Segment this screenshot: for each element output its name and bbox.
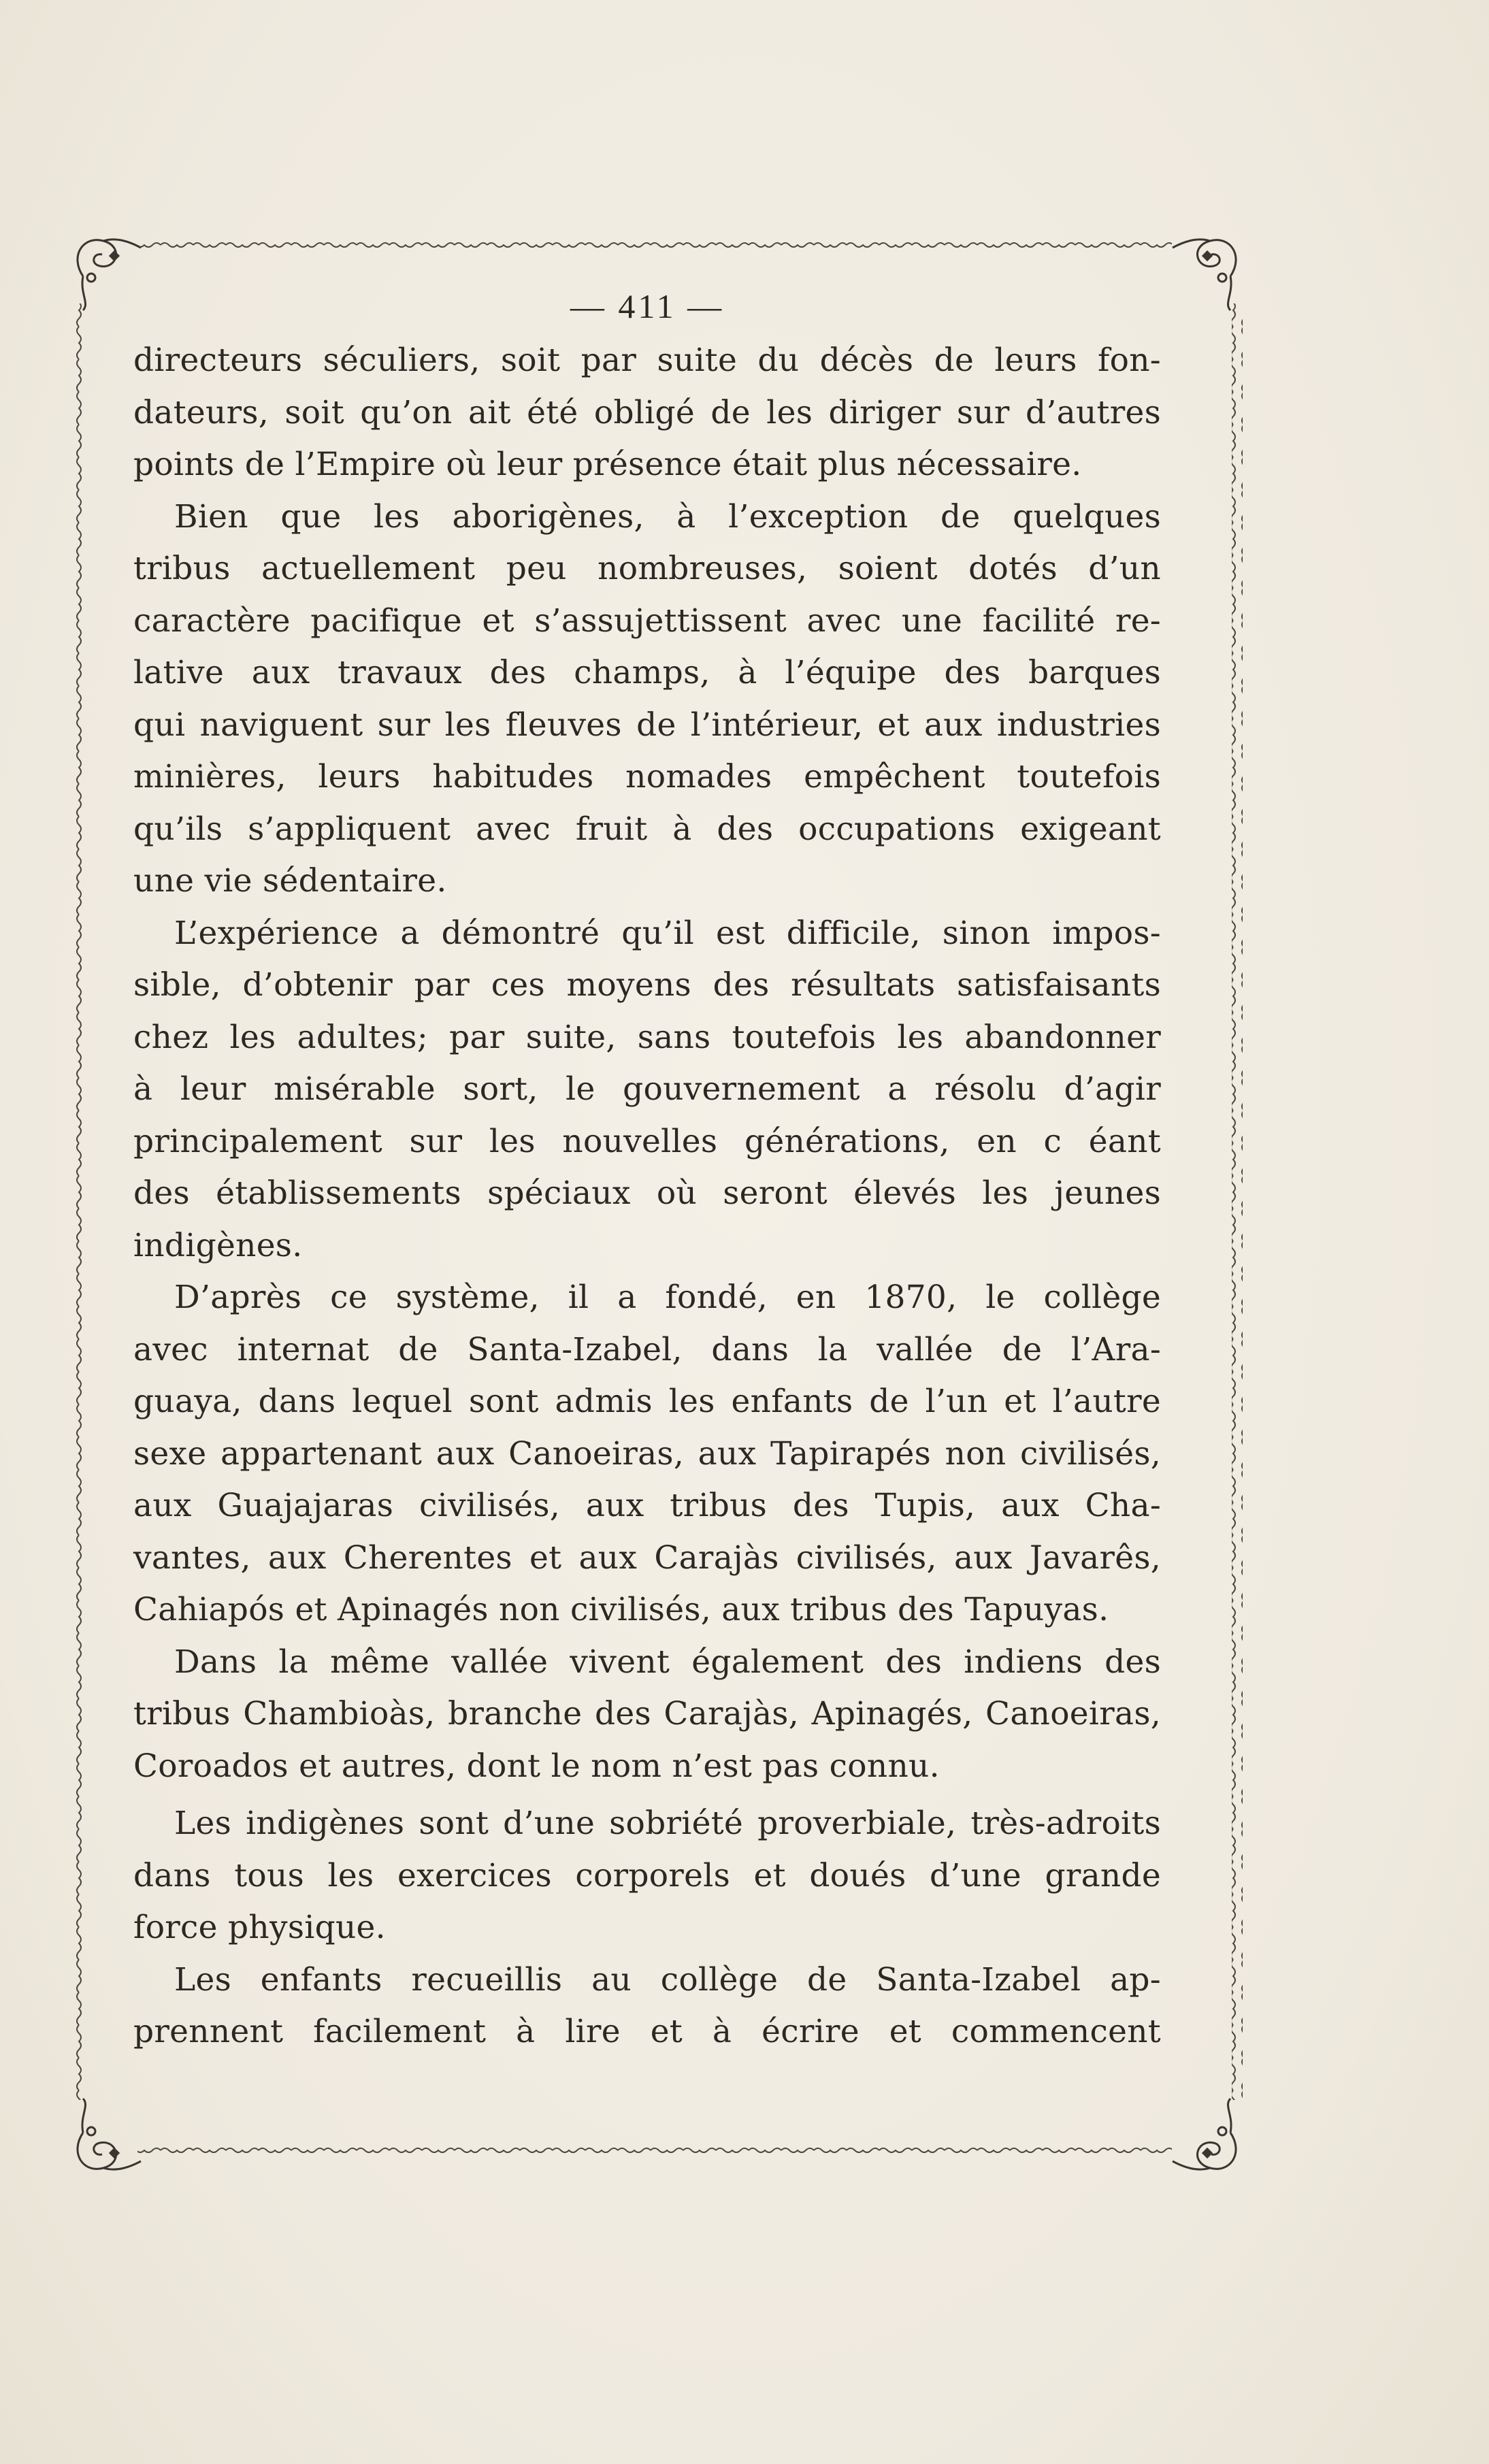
text-line: sexe appartenant aux Canoeiras, aux Tapirapés non civilisés, — [133, 1434, 1161, 1473]
paragraph — [133, 1798, 1161, 1954]
corner-ornament-bottom-right — [1173, 2099, 1236, 2169]
text-line: vantes, aux Cherentes et aux Carajàs civilisés, aux Javarês, — [133, 1539, 1161, 1577]
text-line: directeurs séculiers, soit par suite du décès de leurs fon- — [133, 342, 1161, 379]
text-line: caractère pacifique et s’assujettissent avec une facilité re- — [133, 602, 1161, 640]
text-line: Coroados et autres, dont le nom n’est pas connu. — [133, 1747, 940, 1785]
paragraph — [133, 1272, 1161, 1637]
text-line: guaya, dans lequel sont admis les enfants de l’un et l’autre — [133, 1383, 1161, 1420]
text-line: minières, leurs habitudes nomades empêchent toutefois — [133, 758, 1161, 795]
text-line: des établissements spéciaux où seront élevés les jeunes — [133, 1174, 1161, 1212]
body-text — [133, 335, 1161, 2058]
text-line: tribus Chambioàs, branche des Carajàs, Apinagés, Canoeiras, — [133, 1695, 1161, 1732]
text-line: Cahiapós et Apinagés non civilisés, aux tribus des Tapuyas. — [133, 1591, 1109, 1628]
text-line: avec internat de Santa-Izabel, dans la vallée de l’Ara- — [133, 1330, 1161, 1368]
page-text — [133, 286, 1161, 2058]
text-line: dateurs, soit qu’on ait été obligé de les diriger sur d’autres — [133, 393, 1161, 431]
text-line: dans tous les exercices corporels et doués d’une grande — [133, 1856, 1161, 1894]
text-line: Dans la même vallée vivent également des indiens des — [174, 1643, 1161, 1681]
text-line: principalement sur les nouvelles générations, en c éant — [133, 1122, 1161, 1160]
text-line: L’expérience a démontré qu’il est difficile, sinon impos- — [174, 914, 1161, 952]
paragraph-gap — [133, 1792, 1161, 1798]
border-top-line — [137, 242, 1172, 253]
text-line: aux Guajajaras civilisés, aux tribus des Tupis, aux Cha- — [133, 1487, 1161, 1524]
text-line: à leur misérable sort, le gouvernement a résolu d’agir — [133, 1070, 1161, 1108]
text-line: prennent facilement à lire et à écrire et commencent — [133, 2013, 1161, 2050]
text-line: tribus actuellement peu nombreuses, soient dotés d’un — [133, 550, 1161, 587]
text-line: sible, d’obtenir par ces moyens des résultats satisfaisants — [133, 966, 1161, 1004]
corner-ornament-bottom-left — [78, 2099, 141, 2169]
paragraph — [133, 491, 1161, 908]
border-bottom-line — [137, 2142, 1172, 2153]
border-left-line — [75, 303, 86, 2100]
paragraph — [133, 335, 1161, 491]
corner-ornament-top-right — [1173, 240, 1236, 310]
text-line: D’après ce système, il a fondé, en 1870, le collège — [174, 1279, 1161, 1316]
text-line: Les enfants recueillis au collège de Santa-Izabel ap- — [174, 1960, 1161, 1999]
text-line: une vie sédentaire. — [133, 862, 447, 900]
page-number: — 411 — — [570, 287, 725, 325]
paragraph — [133, 908, 1161, 1272]
corner-ornament-top-left — [78, 240, 141, 310]
text-line: force physique. — [133, 1909, 386, 1946]
border-right-line — [1232, 303, 1243, 2100]
text-line: qu’ils s’appliquent avec fruit à des occupations exigeant — [133, 810, 1161, 848]
text-line: qui naviguent sur les fleuves de l’intérieur, et aux industries — [133, 706, 1161, 744]
text-line: Les indigènes sont d’une sobriété proverbiale, très-adroits — [174, 1805, 1161, 1842]
paragraph — [133, 1954, 1161, 2058]
text-line: points de l’Empire où leur présence était plus nécessaire. — [133, 446, 1082, 483]
paragraph — [133, 1637, 1161, 1793]
text-line: chez les adultes; par suite, sans toutefois les abandonner — [133, 1018, 1161, 1056]
text-line: Bien que les aborigènes, à l’exception de quelques — [174, 497, 1161, 536]
text-line: indigènes. — [133, 1226, 303, 1264]
text-line: lative aux travaux des champs, à l’équipe des barques — [133, 654, 1161, 691]
